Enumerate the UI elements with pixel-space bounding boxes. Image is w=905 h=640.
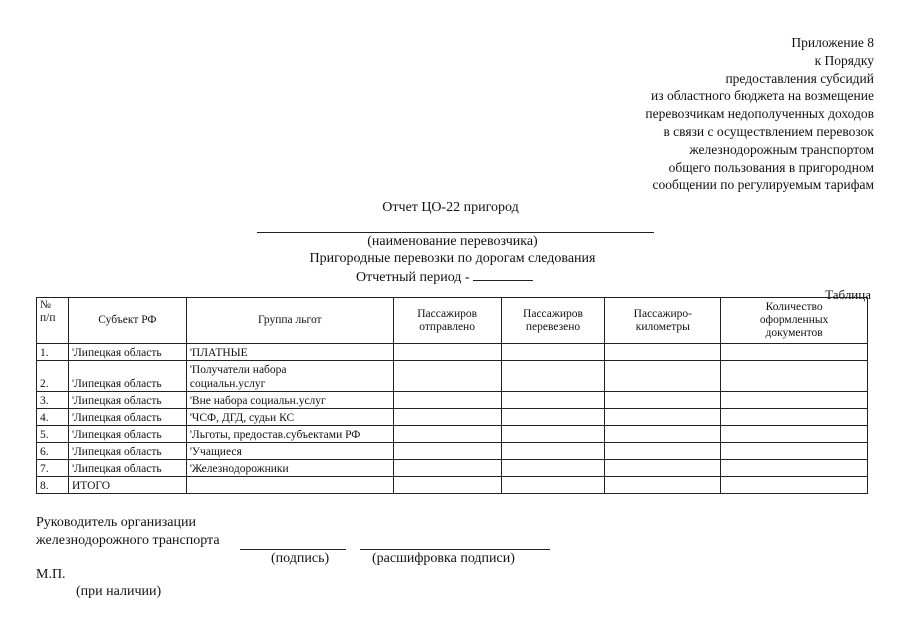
signature-block [36,514,220,550]
header-carried-line2: перевезено [525,320,581,333]
row-sent-cell [393,426,501,443]
row-group [186,477,393,494]
routes-subtitle: Пригородные перевозки по дорогам следования [309,251,596,266]
appendix-header [645,34,874,194]
row-carried-cell [501,409,605,426]
header-passenger-km [605,298,721,344]
row-subject: 'Липецкая область [68,392,186,409]
row-subject: ИТОГО [68,477,186,494]
row-docs-cell [721,392,868,409]
header-docs-line1: Количество [765,301,823,313]
header-docs-line3: документов [765,327,823,339]
row-docs-cell [721,409,868,426]
row-carried-cell [501,426,605,443]
row-docs-cell [721,344,868,361]
row-sent-cell [393,409,501,426]
row-group: 'Железнодорожники [186,460,393,477]
row-km-cell [605,409,721,426]
row-num: 6. [37,443,69,460]
row-carried-cell [501,392,605,409]
appendix-line: общего пользования в пригородном [668,159,874,175]
stamp-note: (при наличии) [76,584,162,599]
appendix-line: сообщении по регулируемым тарифам [652,177,874,193]
row-carried-cell [501,443,605,460]
row-num: 4. [37,409,69,426]
table-row [37,426,868,443]
table-row [37,409,868,426]
appendix-line: предоставления субсидий [725,70,874,86]
header-docs-line2: оформленных [759,314,829,326]
header-sent-line2: отправлено [419,320,475,333]
row-subject: 'Липецкая область [68,443,186,460]
signature-caption: (подпись) [271,551,330,566]
carrier-name-line [257,232,654,233]
appendix-line: перевозчикам недополученных доходов [645,106,874,122]
row-subject: 'Липецкая область [68,344,186,361]
row-sent-cell [393,460,501,477]
row-num: 5. [37,426,69,443]
row-group: 'Льготы, предостав.субъектами РФ [186,426,393,443]
report-table [36,297,868,494]
row-sent-cell [393,443,501,460]
header-sent [393,298,501,344]
row-sent-cell [393,477,501,494]
row-carried-cell [501,361,605,392]
appendix-line: Приложение 8 [791,35,874,50]
row-subject: 'Липецкая область [68,409,186,426]
period-label: Отчетный период - [356,270,470,285]
table-row [37,443,868,460]
row-subject: 'Липецкая область [68,361,186,392]
header-num [37,298,69,344]
table-label: Таблица [825,287,871,302]
row-group-line2: социальн.услуг [189,378,266,390]
row-km-cell [605,344,721,361]
row-docs-cell [721,460,868,477]
row-km-cell [605,460,721,477]
header-subject: Субъект РФ [68,298,186,344]
signature-decode-blank-line [360,549,550,550]
row-group [186,361,393,392]
carrier-caption: (наименование перевозчика) [367,234,538,249]
header-km-line1: Пассажиро- [633,307,692,320]
header-carried [501,298,605,344]
period-blank-line [473,268,533,281]
row-carried-cell [501,344,605,361]
row-sent-cell [393,392,501,409]
signature-blank-line [240,549,346,550]
stamp-label: М.П. [36,567,66,582]
row-km-cell [605,392,721,409]
header-num-line1: № [40,299,51,311]
row-carried-cell [501,477,605,494]
appendix-line: в связи с осуществлением перевозок [663,123,874,139]
row-num: 8. [37,477,69,494]
row-docs-cell [721,443,868,460]
table-header-row [37,298,868,344]
row-group: 'Учащиеся [186,443,393,460]
row-docs-cell [721,477,868,494]
header-group: Группа льгот [186,298,393,344]
row-num: 7. [37,460,69,477]
row-km-cell [605,361,721,392]
row-subject: 'Липецкая область [68,460,186,477]
appendix-line: из областного бюджета на возмещение [651,88,874,104]
header-documents [721,298,868,344]
table-row [37,460,868,477]
row-group-line1: 'Получатели набора [189,364,287,376]
reporting-period [356,268,533,286]
row-group: 'ПЛАТНЫЕ [186,344,393,361]
appendix-line: железнодорожным транспортом [689,141,874,157]
row-subject: 'Липецкая область [68,426,186,443]
table-row-total [37,477,868,494]
row-num: 3. [37,392,69,409]
row-km-cell [605,477,721,494]
row-num: 2. [37,361,69,392]
report-title: Отчет ЦО-22 пригород [382,200,519,215]
row-group: 'ЧСФ, ДГД, судьи КС [186,409,393,426]
row-sent-cell [393,361,501,392]
header-carried-line1: Пассажиров [523,307,583,320]
table-row [37,344,868,361]
header-km-line2: километры [635,320,690,333]
row-sent-cell [393,344,501,361]
signature-line2: железнодорожного транспорта [36,533,220,548]
header-sent-line1: Пассажиров [417,307,478,320]
row-carried-cell [501,460,605,477]
signature-decode-caption: (расшифровка подписи) [372,551,515,566]
row-num: 1. [37,344,69,361]
row-docs-cell [721,361,868,392]
row-group: 'Вне набора социальн.услуг [186,392,393,409]
row-km-cell [605,443,721,460]
table-row [37,361,868,392]
signature-line1: Руководитель организации [36,515,196,530]
appendix-line: к Порядку [814,52,874,68]
table-row [37,392,868,409]
row-docs-cell [721,426,868,443]
header-num-line2: п/п [40,312,56,324]
row-km-cell [605,426,721,443]
